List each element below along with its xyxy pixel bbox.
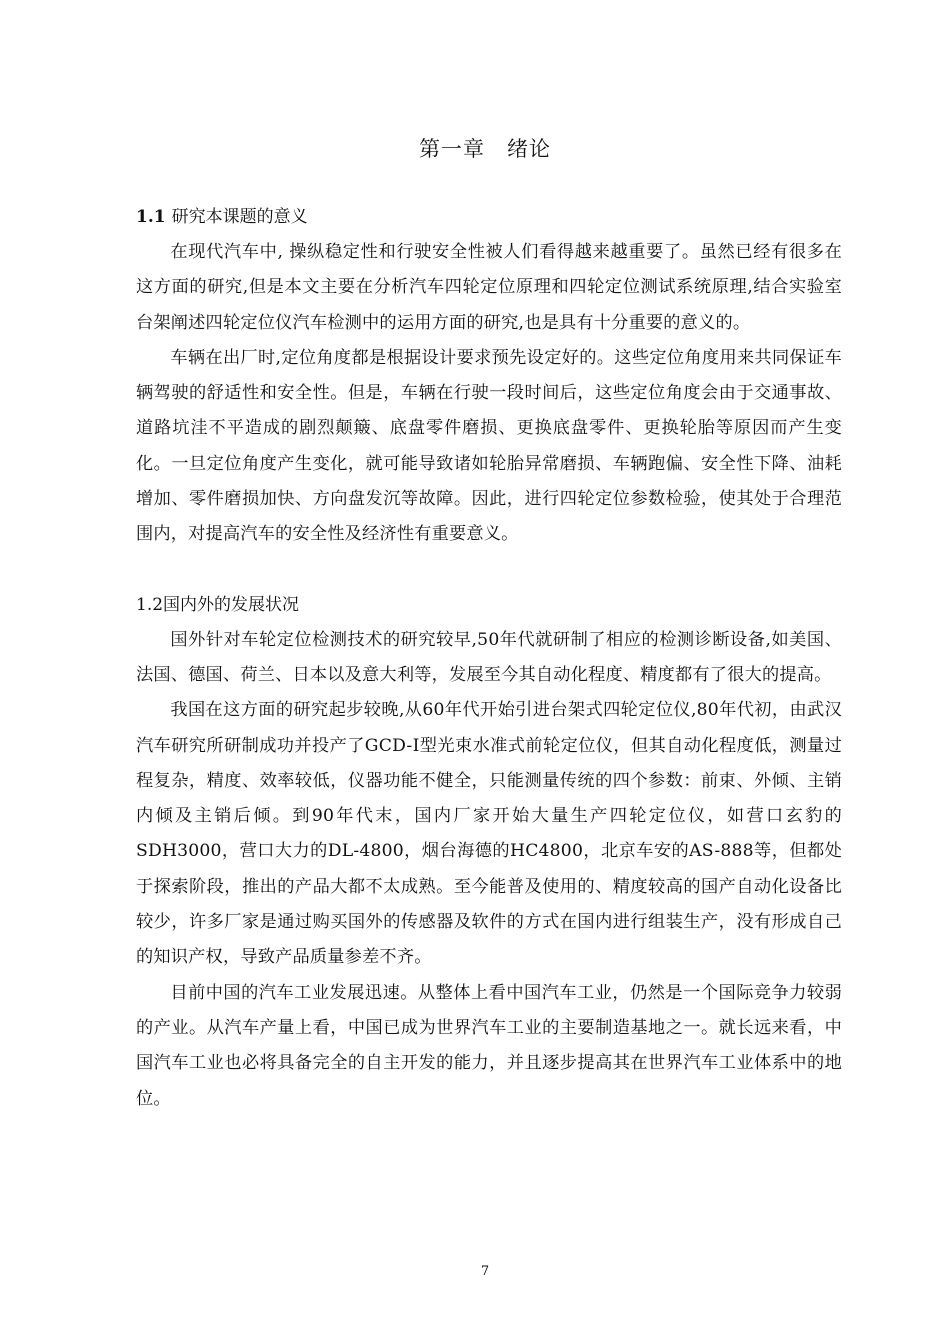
chapter-body — [136, 200, 842, 1117]
section-title: 国内外的发展状况 — [163, 594, 300, 615]
page-number: 7 — [480, 1264, 490, 1279]
section-1-2 — [136, 588, 842, 1117]
paragraph: 目前中国的汽车工业发展迅速。从整体上看中国汽车工业，仍然是一个国际竞争力较弱的产业。从汽车产量上看，中国已成为世界汽车工业的主要制造基地之一。就长远来看，中国汽车工业也必将具备完全的自主开发的能力，并且逐步提高其在世界汽车工业体系中的地位。 — [136, 982, 842, 1109]
section-heading — [136, 588, 842, 623]
paragraph: 车辆在出厂时,定位角度都是根据设计要求预先设定好的。这些定位角度用来共同保证车辆驾驶的舒适性和安全性。但是，车辆在行驶一段时间后，这些定位角度会由于交通事故、道路坑洼不平造成的剧烈颠簸、底盘零件磨损、更换底盘零件、更换轮胎等原因而产生变化。一旦定位角度产生变化，就可能导致诸如轮胎异常磨损、车辆跑偏、安全性下降、油耗增加、零件磨损加快、方向盘发沉等故障。因此，进行四轮定位参数检验，使其处于合理范围内，对提高汽车的安全性及经济性有重要意义。 — [136, 347, 842, 545]
chapter-title: 第一章 绪论 — [419, 137, 551, 161]
section-number: 1.2 — [136, 594, 164, 615]
section-title: 研究本课题的意义 — [171, 207, 308, 227]
paragraph: 在现代汽车中, 操纵稳定性和行驶安全性被人们看得越来越重要了。虽然已经有很多在这方面的研究,但是本文主要在分析汽车四轮定位原理和四轮定位测试系统原理,结合实验室台架阐述四轮定位仪汽车检测中的运用方面的研究,也是具有十分重要的意义的。 — [136, 242, 842, 333]
paragraph: 国外针对车轮定位检测技术的研究较早,50年代就研制了相应的检测诊断设备,如美国、法国、德国、荷兰、日本以及意大利等，发展至今其自动化程度、精度都有了很大的提高。 — [136, 629, 842, 685]
section-heading — [136, 200, 842, 235]
paragraph: 我国在这方面的研究起步较晚,从60年代开始引进台架式四轮定位仪,80年代初，由武汉汽车研究所研制成功并投产了GCD-Ⅰ型光束水准式前轮定位仪，但其自动化程度低，测量过程复杂，精度、效率较低，仪器功能不健全，只能测量传统的四个参数：前束、外倾、主销内倾及主销后倾。到90年代末，国内厂家开始大量生产四轮定位仪，如营口玄豹的SDH3000，营口大力的DL-4800，烟台海德的HC4800，北京车安的AS-888等，但都处于探索阶段，推出的产品大都不太成熟。至今能普及使用的、精度较高的国产自动化设备比较少，许多厂家是通过购买国外的传感器及软件的方式在国内进行组装生产，没有形成自己的知识产权，导致产品质量参差不齐。 — [136, 700, 842, 968]
section-1-1 — [136, 200, 842, 553]
section-number: 1.1 — [136, 207, 166, 227]
